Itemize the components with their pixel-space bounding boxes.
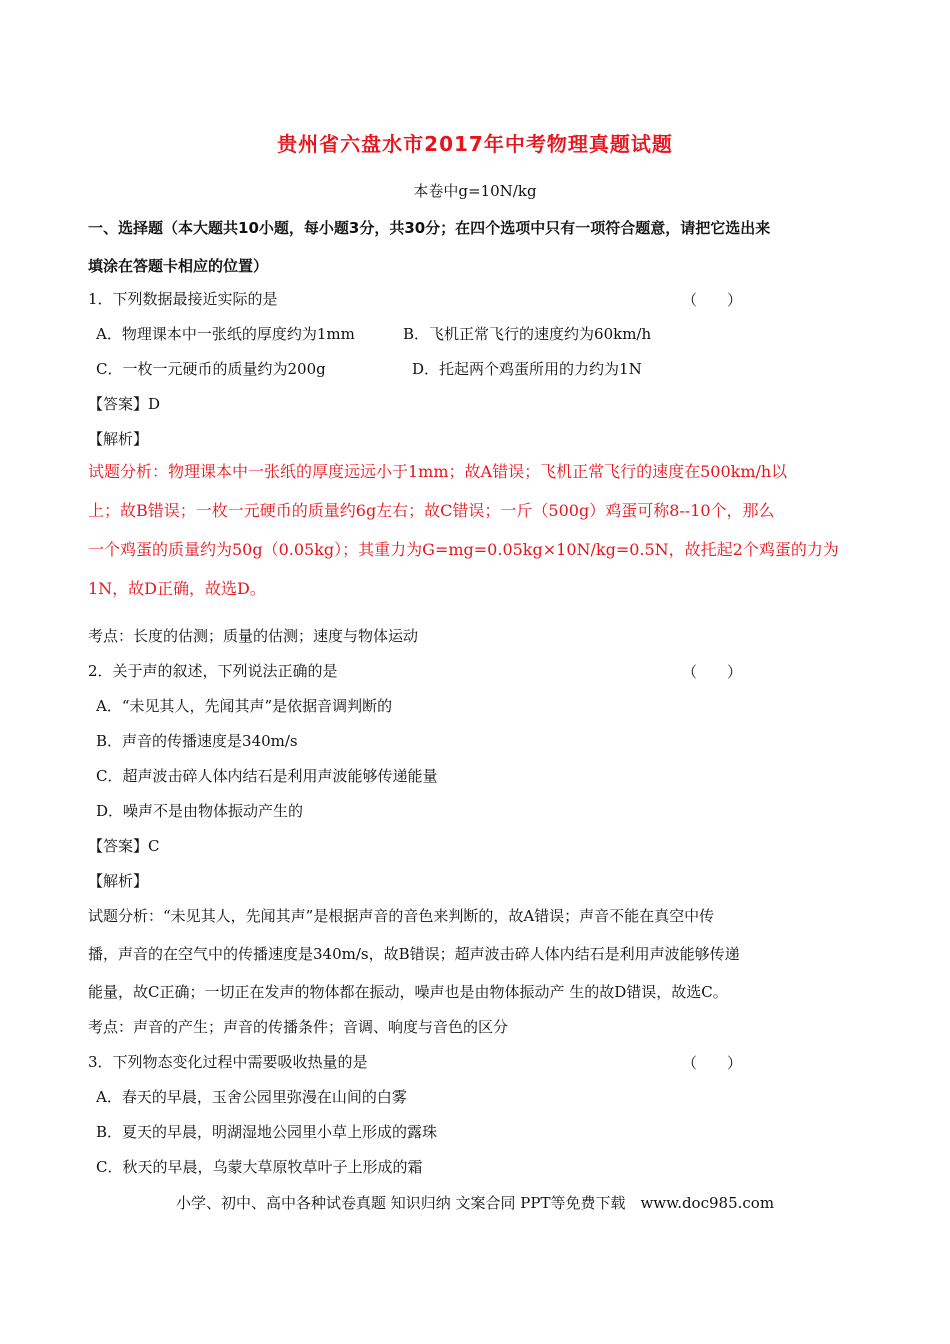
question-1-answer-blank: （ ）: [682, 291, 743, 309]
question-2-option-a: A．“未见其人，先闻其声”是依据音调判断的: [96, 697, 393, 715]
page-title: 贵州省六盘水市2017年中考物理真题试题: [277, 132, 673, 156]
question-1-analysis-line1: 试题分析：物理课本中一张纸的厚度远远小于1mm；故A错误；飞机正常飞行的速度在500km/h以: [88, 462, 788, 481]
question-2-analysis-line3: 能量，故C正确；一切正在发声的物体都在振动，噪声也是由物体振动产 生的故D错误，故选C。: [88, 983, 728, 1001]
question-1-option-c: C．一枚一元硬币的质量约为200g: [96, 360, 326, 378]
question-2-analysis-line1: 试题分析：“未见其人，先闻其声”是根据声音的音色来判断的，故A错误；声音不能在真空中传: [88, 907, 715, 925]
question-2-analysis-line2: 播，声音的在空气中的传播速度是340m/s，故B错误；超声波击碎人体内结石是利用声波能够传递: [88, 945, 740, 963]
question-1-analysis-line3: 一个鸡蛋的质量约为50g（0.05kg）；其重力为G=mg=0.05kg×10N/kg=0.5N，故托起2个鸡蛋的力为: [88, 540, 839, 559]
question-1-analysis-label: 【解析】: [88, 430, 149, 448]
question-3-stem: 3．下列物态变化过程中需要吸收热量的是: [88, 1053, 368, 1071]
question-1-option-b: B．飞机正常飞行的速度约为60km/h: [403, 325, 652, 343]
question-2-kaodian: 考点：声音的产生；声音的传播条件；音调、响度与音色的区分: [88, 1018, 509, 1036]
question-2-option-c: C．超声波击碎人体内结石是利用声波能够传递能量: [96, 767, 438, 785]
question-1-stem: 1．下列数据最接近实际的是: [88, 290, 278, 308]
question-1-option-a: A．物理课本中一张纸的厚度约为1mm: [96, 325, 355, 343]
question-3-option-b: B．夏天的早晨，明湖湿地公园里小草上形成的露珠: [96, 1123, 438, 1141]
page-subtitle: 本卷中g=10N/kg: [413, 182, 537, 200]
question-1-answer: 【答案】D: [88, 395, 161, 413]
question-2-analysis-label: 【解析】: [88, 872, 149, 890]
question-2-stem: 2．关于声的叙述，下列说法正确的是: [88, 662, 338, 680]
question-2-answer: 【答案】C: [88, 837, 160, 855]
question-2-answer-blank: （ ）: [682, 663, 743, 681]
question-1-analysis-line4: 1N，故D正确，故选D。: [88, 579, 266, 598]
page-footer: 小学、初中、高中各种试卷真题 知识归纳 文案合同 PPT等免费下载 www.doc985.com: [175, 1194, 775, 1212]
question-1-kaodian: 考点：长度的估测；质量的估测；速度与物体运动: [88, 627, 419, 645]
question-2-option-d: D．噪声不是由物体振动产生的: [96, 802, 304, 820]
question-3-option-a: A．春天的早晨，玉舍公园里弥漫在山间的白雾: [96, 1088, 407, 1106]
question-1-option-d: D．托起两个鸡蛋所用的力约为1N: [412, 360, 642, 378]
question-2-option-b: B．声音的传播速度是340m/s: [96, 732, 298, 750]
section-header-line1: 一、选择题（本大题共10小题，每小题3分，共30分；在四个选项中只有一项符合题意，请把它选出来: [88, 219, 771, 237]
question-3-option-c: C．秋天的早晨，乌蒙大草原牧草叶子上形成的霜: [96, 1158, 423, 1176]
section-header-line2: 填涂在答题卡相应的位置）: [88, 257, 269, 275]
question-1-analysis-line2: 上；故B错误；一枚一元硬币的质量约6g左右；故C错误；一斤（500g）鸡蛋可称8--10个，那么: [88, 501, 775, 520]
question-3-answer-blank: （ ）: [682, 1054, 743, 1072]
